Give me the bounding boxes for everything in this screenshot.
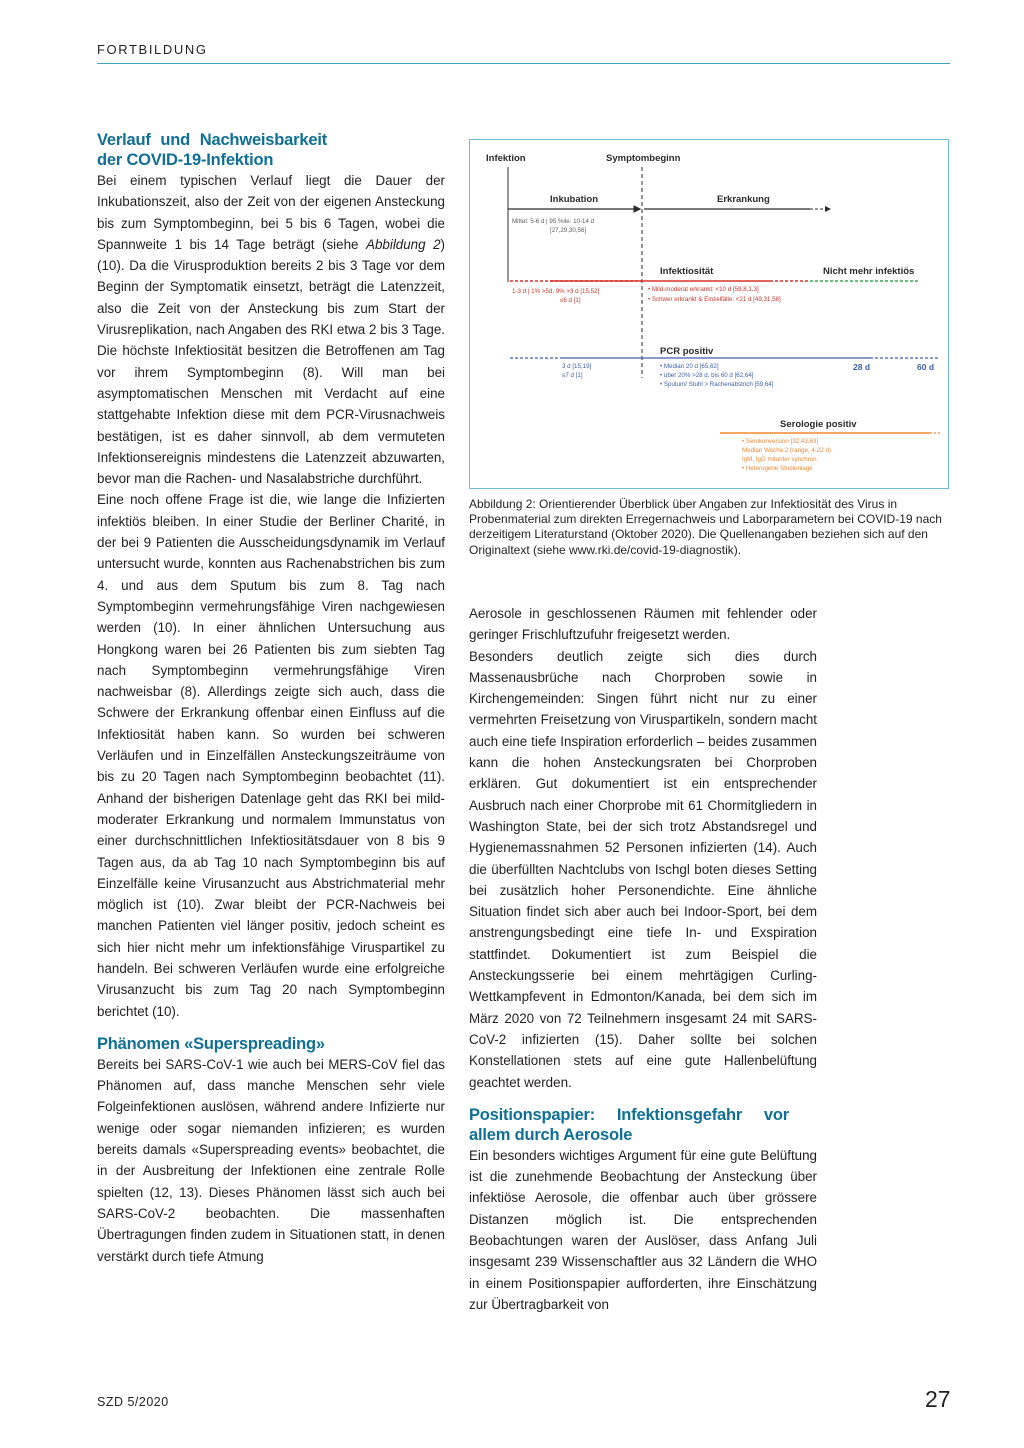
label-pcr-positiv: PCR positiv <box>660 346 714 357</box>
paragraph-verlauf <box>97 170 445 489</box>
paragraph-chorproben: Besonders deutlich zeigte sich dies durch Massenausbrüche nach Chorproben sowie in Kirchengemeinden: Singen führt nicht nur zu einer vermehrten Freisetzung von Viruspartikeln, sondern macht auch eine tiefe Inspiration erforderlich – beides zusammen kann die hohen Ansteckungsraten bei Chorproben erklären. Gut dokumentiert ist ein entsprechender Ausbruch nach einer Chorprobe mit 61 Chormitgliedern in Washington State, bei der sich trotz Abstandsregel und Hygienemassnahmen 52 Personen infizierten (14). Auch die überfüllten Nachtclubs von Ischgl boten dieses Setting bei zusätzlich hoher Personendichte. Eine ähnliche Situation findet sich aber auch bei Indoor-Sport, bei dem anstrengungsbedingt eine tiefe In- und Exspiration stattfindet. Dokumentiert ist zum Beispiel die Ansteckungsserie bei einem mehrtägigen Curling-Wettkampfevent in Edmonton/Kanada, bei dem sich im März 2020 von 72 Teilnehmern insgesamt 24 mit SARS-CoV-2 infizierten (15). Daher sollte bei solchen Konstellationen stets auf eine gute Hallenbelüftung geachtet werden. <box>469 648 817 1090</box>
heading-positionspapier: Positionspapier: Infektionsgefahr vor allem durch Aerosole <box>469 1105 789 1144</box>
incubation-note-2: [27,29,30,56] <box>550 227 587 234</box>
label-symptombeginn: Symptombeginn <box>606 153 681 164</box>
serology-note-4: • Heterogene Studienlage <box>742 465 813 472</box>
pcr-note-2: • über 20% >28 d, bis 60 d [62,64] <box>660 372 754 379</box>
pcr-note-1: • Median 20 d [65,62] <box>660 363 719 370</box>
infectivity-left-note-2: ≤6 d [1] <box>560 297 581 304</box>
pcr-note-3: • Sputum/ Stuhl > Rachenabstrich [59,64] <box>660 381 774 388</box>
page-number: 27 <box>925 1386 951 1412</box>
paragraph-superspreading: Bereits bei SARS-CoV-1 wie auch bei MERS-CoV fiel das Phänomen auf, dass manche Menschen sehr viele Folgeinfektionen auslösen, während andere Infizierte nur wenige oder sogar niemanden infizieren; es wurden bereits damals «Superspreading events» beobachtet, die in der Ausbreitung der Infektionen eine zentrale Rolle spielten (12, 13). Dieses Phänomen lässt sich auch bei SARS-CoV-2 beobachten. Die massenhaften Übertragungen finden zudem in Situationen statt, in denen verstärkt durch tiefe Atmung <box>97 1056 445 1264</box>
label-infektiositaet: Infektiosität <box>660 266 714 277</box>
serology-note-1: • Serokonversion [32,43,63] <box>742 438 819 445</box>
paragraph-aerosole: Aerosole in geschlossenen Räumen mit fehlender oder geringer Frischluftzufuhr freigesetzt werden. <box>469 606 817 643</box>
label-nicht-mehr-infektioes: Nicht mehr infektiös <box>823 266 915 277</box>
figure-caption: Abbildung 2: Orientierender Überblick über Angaben zur Infektiosität des Virus in Probenmaterial zum direkten Erregernachweis und Laborparametern bei COVID-19 nach derzeitigem Literaturstand (Oktober 2020). Die Quellenangaben beziehen sich auf den Originaltext (siehe www.rki.de/covid-19-diagnostik). <box>469 497 942 557</box>
paragraph-positionspapier: Ein besonders wichtiges Argument für eine gute Belüftung ist die zunehmende Beobachtung der Ansteckung über infektiöse Aerosole, die offenbar auch über grössere Distanzen möglich ist. Die entsprechenden Beobachtungen waren der Auslöser, dass Anfang Juli insgesamt 239 Wissenschaftler aus 32 Ländern die WHO in einem Positionspapier aufforderten, ihre Einschätzung zur Übertragbarkeit von <box>469 1147 817 1312</box>
serology-note-2: Median Woche 2 (range, 4-22 d) <box>742 447 831 454</box>
header-rule <box>97 63 950 64</box>
figure-timeline <box>469 139 949 489</box>
pcr-left-note-2: ≤7 d [1] <box>562 372 583 379</box>
heading-verlauf: Verlauf und Nachweisbarkeit der COVID-19-Infektion <box>97 131 327 169</box>
heading-superspreading: Phänomen «Superspreading» <box>97 1034 325 1053</box>
label-inkubation: Inkubation <box>550 194 599 205</box>
infectivity-left-note-1: 1-3 d | 1% >5d, 9% >3 d [15,52] <box>512 288 600 295</box>
infectivity-right-note-2: • Schwer erkrankt & Einzelfälle: <21 d [49,31,58] <box>648 296 781 303</box>
label-infektion: Infektion <box>486 153 526 164</box>
paragraph-infektioes: Eine noch offene Frage ist die, wie lange die Infizierten infektiös bleiben. In einer Studie der Berliner Charité, in der bei 9 Patienten die Ausscheidungsdynamik im Verlauf untersucht wurde, konnten aus Rachenabstrichen bis zum 4. und aus dem Sputum bis zum 8. Tag nach Symptombeginn vermehrungsfähige Viren nachgewiesen werden (10). In einer ähnlichen Untersuchung aus Hongkong waren bei 26 Patienten bis zum siebten Tag nach Symptombeginn vermehrungsfähige Viren nachweisbar (8). Allerdings zeigte sich auch, dass die Schwere der Erkrankung offenbar einen Einfluss auf die Infektiosität haben kann. So wurden bei schweren Verläufen und in Einzelfällen Ansteckungszeiträume von bis zu 20 Tagen nach Symptombeginn beobachtet (11). Anhand der bisherigen Datenlage geht das RKI bei mild-moderater Erkrankung und normalem Immunstatus von einer durchschnittlichen Infektiositätsdauer von 8 bis 9 Tagen aus, da ab Tag 10 nach Symptombeginn bis auf Einzelfälle keine Virusanzucht aus Abstrichmaterial mehr möglich ist (10). Zwar bleibt der PCR-Nachweis bei manchen Patienten viel länger positiv, jedoch scheint es sich hier nicht mehr um infektionsfähige Viruspartikel zu handeln. Bei schweren Verläufen wurde eine erfolgreiche Virusanzucht bis zum Tag 20 nach Symptombeginn berichtet (10). <box>97 492 445 1019</box>
infectivity-right-note-1: • Mild-moderat erkrankt: <10 d [59,8,1,3] <box>648 286 759 293</box>
pcr-left-note-1: 3 d [15,19] <box>562 363 592 370</box>
text-run: ) (10). Da die Virusproduktion bereits 2 bis 3 Tage vor dem Beginn der Symptomatik einsetzt, beträgt die Latenzzeit, also die Zeit von der Ansteckung bis zum Start der Virusreplikation, nach Angaben des RKI etwa 2 bis 3 Tage. Die höchste Infektiosität besitzen die Betroffenen am Tag vor ihrem Symptombeginn (8). Will man bei asymptomatischen Menschen mit Verdacht auf eine stattgehabte Infektion diese mit dem PCR-Virusnachweis bestätigen, ist es daher sinnvoll, ab dem vermuteten Infektionsereignis mindestens die Latenzzeit abzuwarten, bevor man die Rachen- und Nasalabstriche durchführt. <box>97 236 446 487</box>
label-serologie-positiv: Serologie positiv <box>780 419 857 430</box>
left-column <box>97 130 445 1267</box>
pcr-day-60: 60 d <box>917 362 935 372</box>
serology-note-3: IgM, IgG mitunter synchron <box>742 456 817 463</box>
label-erkrankung: Erkrankung <box>717 194 770 205</box>
incubation-note-1: Mittel: 5-6 d | 95.%ile: 10-14 d <box>512 218 595 225</box>
figure-reference: Abbildung 2 <box>366 236 441 252</box>
text-run: Bei einem typischen Verlauf liegt die Dauer der Inkubationszeit, also der Zeit von der eigenen Ansteckung bis zum Symptombeginn, bei 5 bis 6 Tagen, wobei die Spannweite 1 bis 14 Tage beträgt (siehe <box>97 173 445 252</box>
timeline-diagram <box>470 140 948 488</box>
pcr-day-28: 28 d <box>853 362 871 372</box>
footer-issue: SZD 5/2020 <box>97 1395 169 1409</box>
running-head: FORTBILDUNG <box>97 42 208 57</box>
right-column <box>469 603 817 1315</box>
